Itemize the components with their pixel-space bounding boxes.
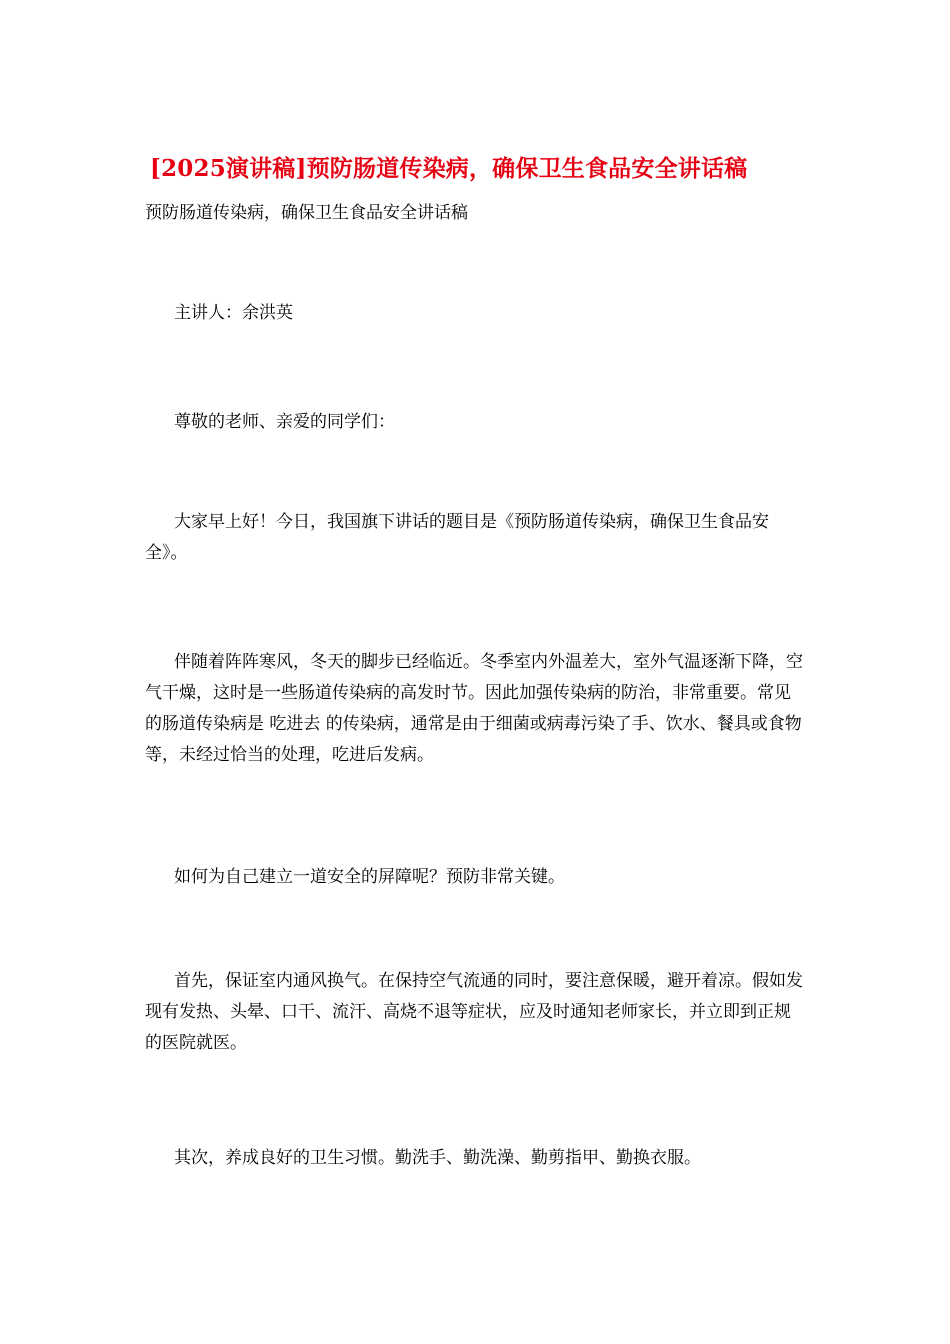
body-paragraph: 首先，保证室内通风换气。在保持空气流通的同时，要注意保暖，避开着凉。假如发现有发热、头晕、口干、流汗、高烧不退等症状，应及时通知老师家长，并立即到正规的医院就医。 <box>145 971 803 1053</box>
greeting-line: 尊敬的老师、亲爱的同学们： <box>174 412 395 432</box>
body-paragraph: 伴随着阵阵寒风，冬天的脚步已经临近。冬季室内外温差大，室外气温逐渐下降，空气干燥，这时是一些肠道传染病的高发时节。因此加强传染病的防治，非常重要。常见的肠道传染病是 吃进去 的传染病，通常是由于细菌或病毒污染了手、饮水、餐具或食物等，未经过恰当的处理，吃进后发病。 <box>145 652 803 765</box>
body-paragraph: 大家早上好！今日，我国旗下讲话的题目是《预防肠道传染病，确保卫生食品安全》。 <box>145 512 769 563</box>
document-subtitle: 预防肠道传染病，确保卫生食品安全讲话稿 <box>145 203 468 223</box>
body-paragraph: 其次，养成良好的卫生习惯。勤洗手、勤洗澡、勤剪指甲、勤换衣服。 <box>174 1148 701 1168</box>
document-title: [2025演讲稿]预防肠道传染病，确保卫生食品安全讲话稿 <box>150 155 748 182</box>
speaker-line: 主讲人：余洪英 <box>174 303 293 323</box>
body-paragraph: 如何为自己建立一道安全的屏障呢？预防非常关键。 <box>174 867 565 887</box>
